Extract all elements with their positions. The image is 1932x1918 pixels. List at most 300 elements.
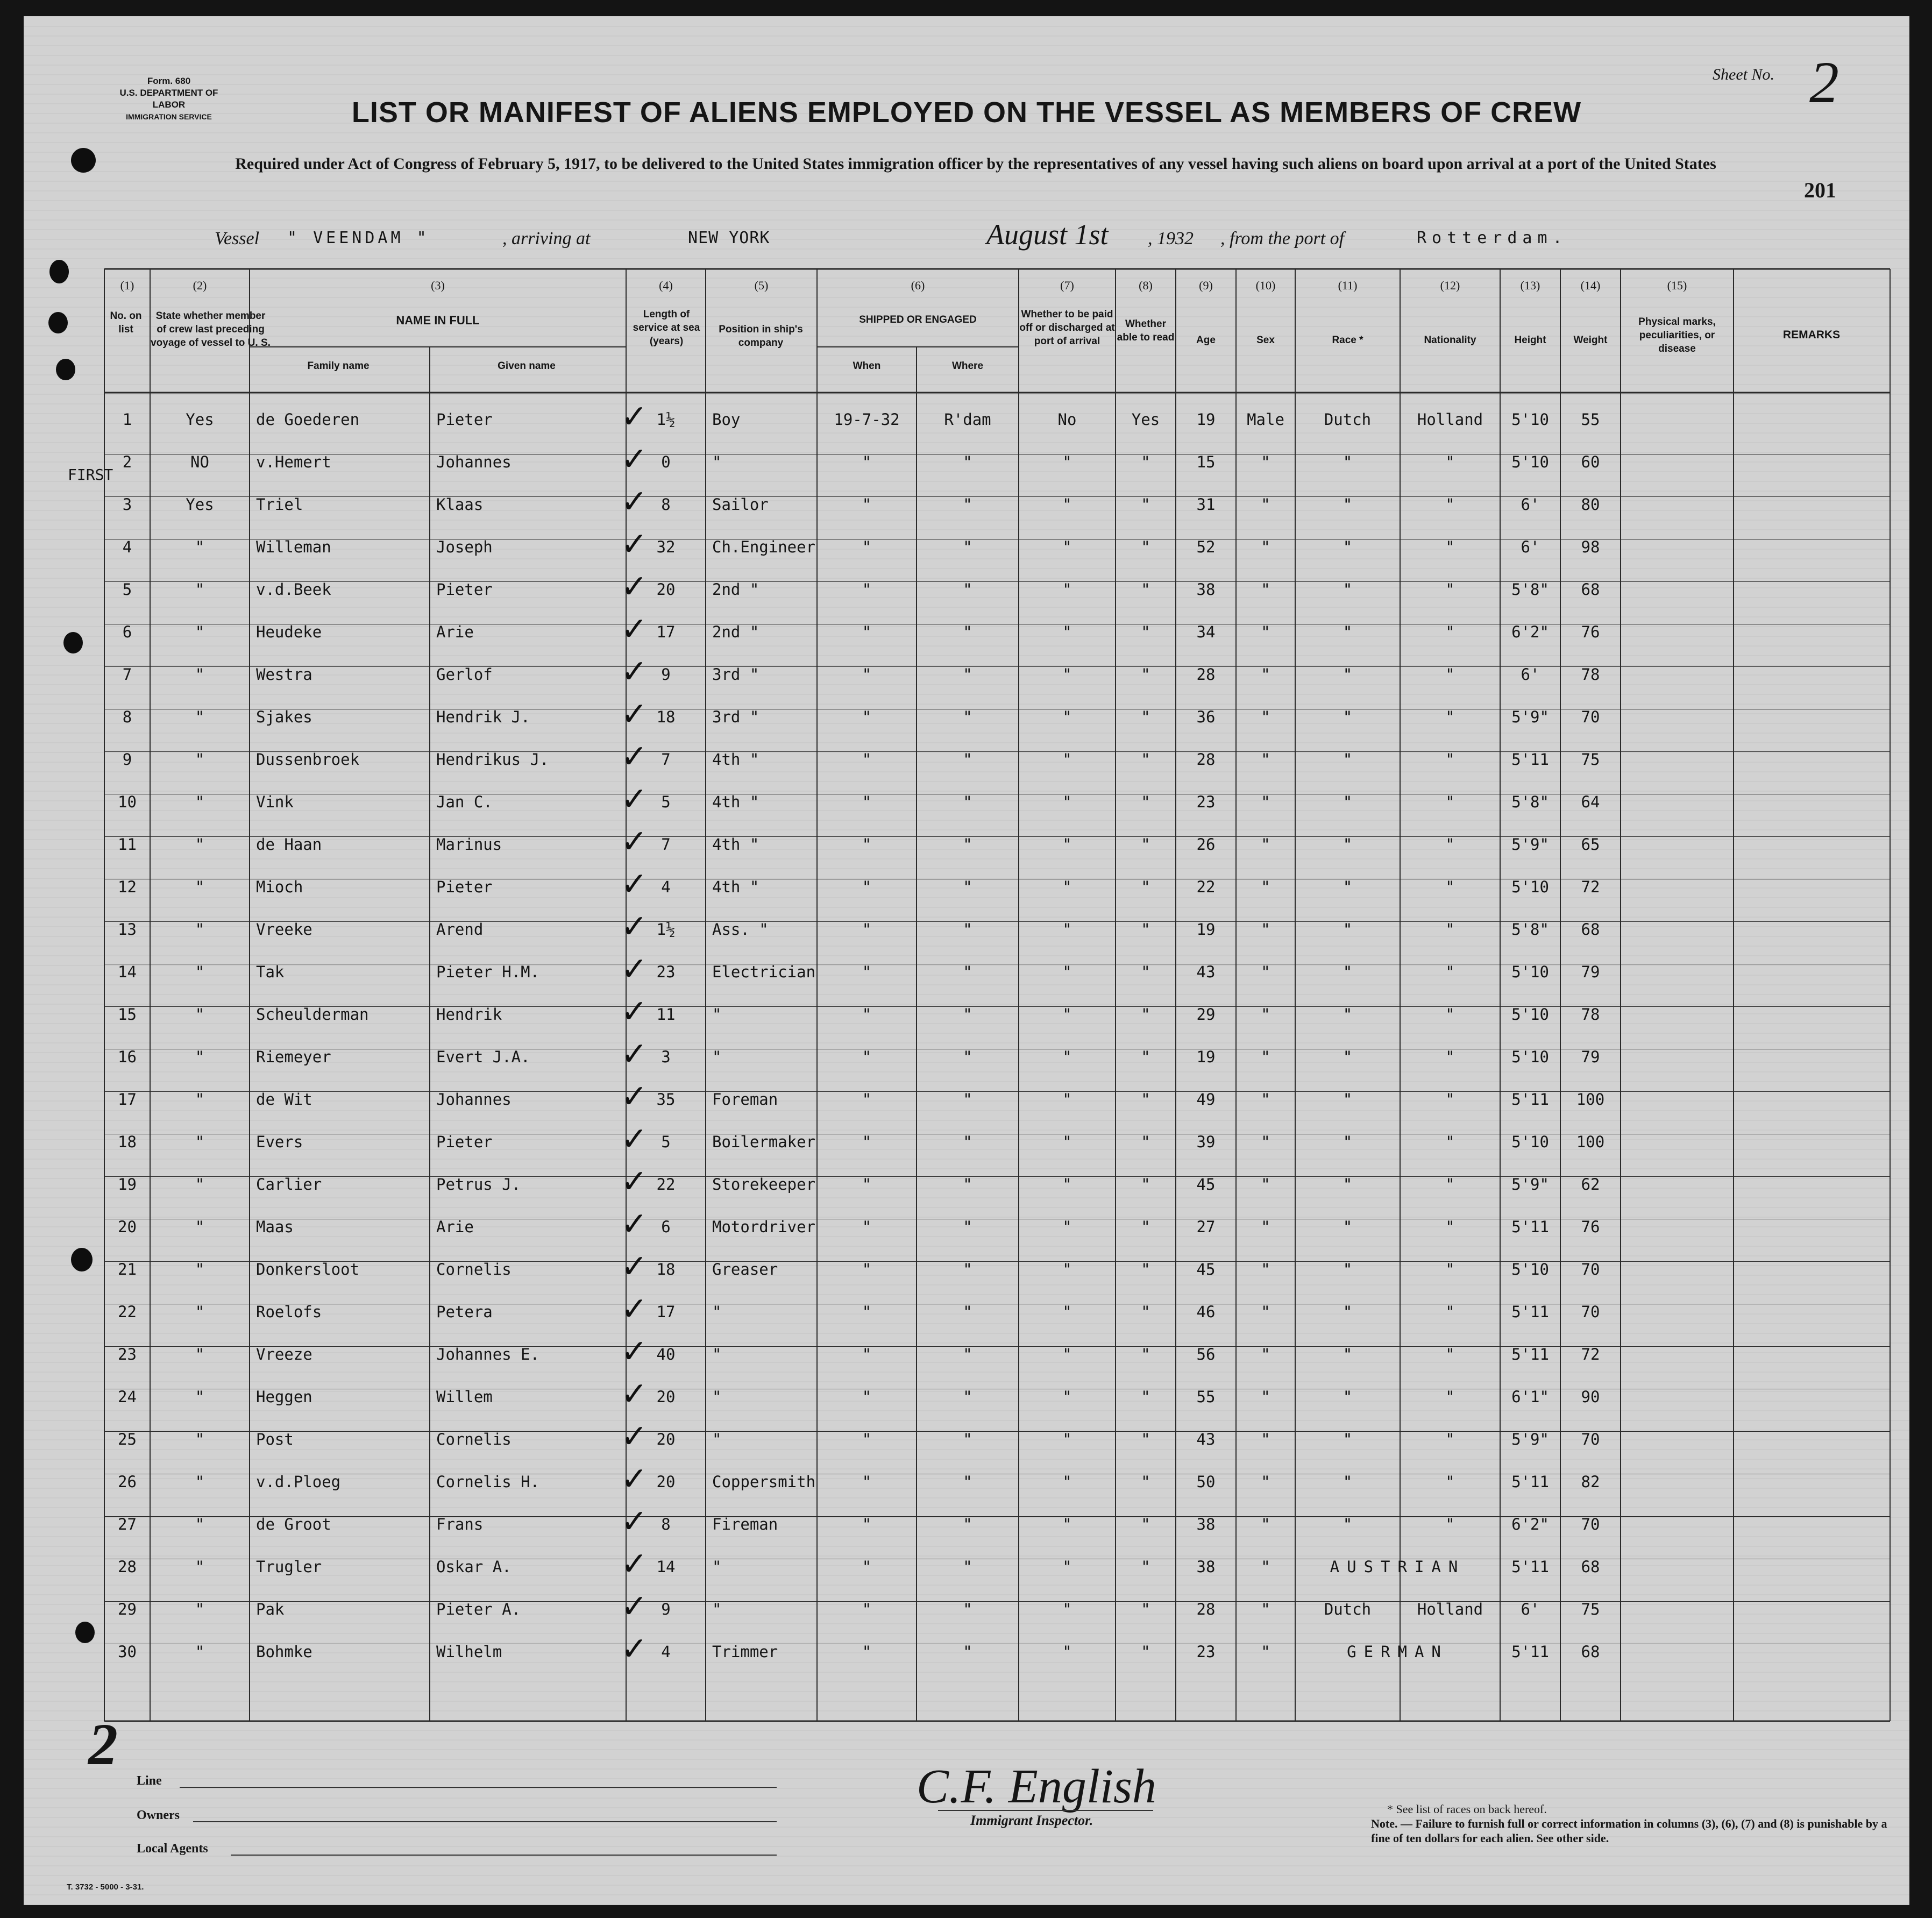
cell-position: Greaser xyxy=(712,1260,778,1278)
cell-years: 18 xyxy=(656,708,676,726)
cell-given: Pieter xyxy=(436,1133,493,1151)
cell-no: 8 xyxy=(122,708,132,726)
cell-family: Scheulderman xyxy=(256,1005,369,1024)
header-race: Race * xyxy=(1332,335,1363,346)
cell-race: " xyxy=(1343,963,1353,981)
cell-read: " xyxy=(1141,495,1150,514)
cell-nat: " xyxy=(1445,835,1455,854)
cell-when: " xyxy=(862,1090,872,1109)
cell-given: Jan C. xyxy=(436,793,493,811)
cell-paid: " xyxy=(1062,665,1072,684)
cell-nat: " xyxy=(1445,793,1455,811)
cell-paid: " xyxy=(1062,1005,1072,1024)
cell-sex: " xyxy=(1261,1048,1270,1066)
cell-given: Frans xyxy=(436,1515,484,1533)
cell-sex: " xyxy=(1261,1515,1270,1533)
cell-race: " xyxy=(1343,1430,1353,1448)
checkmark-icon: ✓ xyxy=(621,1163,648,1200)
cell-sex: " xyxy=(1261,538,1270,556)
cell-given: Pieter xyxy=(436,878,493,896)
cell-race: " xyxy=(1343,453,1353,471)
cell-given: Hendrik J. xyxy=(436,708,530,726)
line-label: Line xyxy=(137,1774,162,1788)
column-number: (10) xyxy=(1255,279,1276,292)
cell-when: " xyxy=(862,1048,872,1066)
cell-family: Bohmke xyxy=(256,1643,312,1661)
checkmark-icon: ✓ xyxy=(621,1418,648,1455)
cell-given: Klaas xyxy=(436,495,484,514)
cell-no: 3 xyxy=(122,495,132,514)
cell-sex: " xyxy=(1261,920,1270,939)
cell-nat: " xyxy=(1445,1048,1455,1066)
cell-age: 43 xyxy=(1196,963,1216,981)
cell-nat: " xyxy=(1445,538,1455,556)
cell-sex: " xyxy=(1261,835,1270,854)
cell-weight: 62 xyxy=(1581,1175,1600,1194)
cell-no: 25 xyxy=(118,1430,137,1448)
cell-no: 5 xyxy=(122,580,132,599)
cell-age: 34 xyxy=(1196,623,1216,641)
checkmark-icon: ✓ xyxy=(621,1630,648,1668)
cell-race: " xyxy=(1343,1048,1353,1066)
checkmark-icon: ✓ xyxy=(621,780,648,818)
cell-where: " xyxy=(963,538,972,556)
cell-age: 46 xyxy=(1196,1303,1216,1321)
cell-nat: " xyxy=(1445,878,1455,896)
checkmark-icon: ✓ xyxy=(621,1035,648,1073)
cell-when: " xyxy=(862,878,872,896)
checkmark-icon: ✓ xyxy=(621,1588,648,1625)
cell-age: 22 xyxy=(1196,878,1216,896)
cell-position: Boy xyxy=(712,410,741,429)
cell-prev: " xyxy=(195,1388,205,1406)
cell-sex: " xyxy=(1261,793,1270,811)
cell-race: " xyxy=(1343,878,1353,896)
cell-read: " xyxy=(1141,1345,1150,1363)
cell-prev: " xyxy=(195,793,205,811)
cell-sex: " xyxy=(1261,1133,1270,1151)
header-state-whether: State whether member of crew last preceding voyage of vessel to U. S. xyxy=(151,310,271,349)
cell-when: " xyxy=(862,1175,872,1194)
cell-years: 35 xyxy=(656,1090,676,1109)
cell-paid: " xyxy=(1062,708,1072,726)
cell-position: " xyxy=(712,1388,722,1406)
checkmark-icon: ✓ xyxy=(621,1545,648,1583)
cell-prev: NO xyxy=(190,453,209,471)
checkmark-icon: ✓ xyxy=(621,441,648,478)
cell-sex: " xyxy=(1261,1175,1270,1194)
cell-weight: 98 xyxy=(1581,538,1600,556)
cell-where: " xyxy=(963,665,972,684)
cell-position: Coppersmith xyxy=(712,1473,816,1491)
cell-read: " xyxy=(1141,835,1150,854)
cell-where: " xyxy=(963,750,972,769)
cell-paid: " xyxy=(1062,495,1072,514)
cell-weight: 78 xyxy=(1581,1005,1600,1024)
cell-given: Hendrik xyxy=(436,1005,502,1024)
cell-when: " xyxy=(862,750,872,769)
cell-position: Trimmer xyxy=(712,1643,778,1661)
cell-years: 11 xyxy=(656,1005,676,1024)
cell-where: " xyxy=(963,878,972,896)
cell-no: 2 xyxy=(122,453,132,471)
cell-race: " xyxy=(1343,1133,1353,1151)
cell-race: " xyxy=(1343,623,1353,641)
cell-years: 9 xyxy=(661,1600,671,1618)
cell-years: 5 xyxy=(661,1133,671,1151)
cell-nat: " xyxy=(1445,1515,1455,1533)
cell-no: 7 xyxy=(122,665,132,684)
cell-nat: " xyxy=(1445,920,1455,939)
cell-given: Gerlof xyxy=(436,665,493,684)
cell-sex: " xyxy=(1261,750,1270,769)
cell-prev: " xyxy=(195,878,205,896)
vessel-name: " VEENDAM " xyxy=(287,229,430,247)
cell-paid: " xyxy=(1062,1600,1072,1618)
cell-prev: " xyxy=(195,1090,205,1109)
cell-race: " xyxy=(1343,1260,1353,1278)
cell-nat: " xyxy=(1445,708,1455,726)
cell-paid: " xyxy=(1062,1345,1072,1363)
cell-family: Willeman xyxy=(256,538,331,556)
cell-years: 7 xyxy=(661,750,671,769)
cell-prev: " xyxy=(195,750,205,769)
cell-no: 4 xyxy=(122,538,132,556)
cell-nat: " xyxy=(1445,623,1455,641)
cell-read: " xyxy=(1141,1388,1150,1406)
cell-sex: " xyxy=(1261,963,1270,981)
checkmark-icon: ✓ xyxy=(621,525,648,563)
cell-given: Joseph xyxy=(436,538,493,556)
cell-family: Post xyxy=(256,1430,294,1448)
cell-years: 20 xyxy=(656,1430,676,1448)
cell-position: Motordriver xyxy=(712,1218,816,1236)
cell-paid: " xyxy=(1062,580,1072,599)
cell-weight: 79 xyxy=(1581,963,1600,981)
cell-family: de Haan xyxy=(256,835,322,854)
cell-where: " xyxy=(963,1643,972,1661)
cell-nat: " xyxy=(1445,1005,1455,1024)
cell-sex: " xyxy=(1261,1345,1270,1363)
cell-paid: " xyxy=(1062,623,1072,641)
cell-sex: " xyxy=(1261,1600,1270,1618)
cell-where: " xyxy=(963,1175,972,1194)
cell-age: 50 xyxy=(1196,1473,1216,1491)
cell-height: 5'8" xyxy=(1511,580,1549,599)
cell-prev: " xyxy=(195,1303,205,1321)
local-agents-label: Local Agents xyxy=(137,1842,208,1856)
checkmark-icon: ✓ xyxy=(621,1248,648,1285)
cell-position: " xyxy=(712,1005,722,1024)
cell-height: 6'2" xyxy=(1511,623,1549,641)
cell-race: AUSTRIAN xyxy=(1330,1558,1466,1576)
cell-position: " xyxy=(712,1303,722,1321)
cell-age: 23 xyxy=(1196,793,1216,811)
cell-sex: " xyxy=(1261,1090,1270,1109)
cell-age: 36 xyxy=(1196,708,1216,726)
cell-no: 11 xyxy=(118,835,137,854)
cell-family: Vreeze xyxy=(256,1345,312,1363)
margin-mark: 2 xyxy=(88,1711,118,1777)
cell-where: " xyxy=(963,1600,972,1618)
cell-race: " xyxy=(1343,495,1353,514)
penalty-note: Note. — Failure to furnish full or correct information in columns (3), (6), (7) and (8) is punishable by a fine of ten dollars for each alien. See other side. xyxy=(1371,1817,1887,1845)
cell-where: " xyxy=(963,963,972,981)
cell-where: " xyxy=(963,1473,972,1491)
cell-where: " xyxy=(963,1260,972,1278)
cell-given: Hendrikus J. xyxy=(436,750,549,769)
cell-given: Petera xyxy=(436,1303,493,1321)
header-height: Height xyxy=(1514,335,1546,346)
column-number: (5) xyxy=(754,279,769,292)
cell-weight: 70 xyxy=(1581,1515,1600,1533)
cell-nat: " xyxy=(1445,963,1455,981)
cell-weight: 70 xyxy=(1581,1303,1600,1321)
cell-family: Triel xyxy=(256,495,303,514)
cell-weight: 78 xyxy=(1581,665,1600,684)
cell-when: " xyxy=(862,1473,872,1491)
cell-sex: " xyxy=(1261,1218,1270,1236)
header-sex: Sex xyxy=(1256,335,1275,346)
cell-position: 2nd " xyxy=(712,580,759,599)
cell-given: Pieter H.M. xyxy=(436,963,540,981)
print-reference: T. 3732 - 5000 - 3-31. xyxy=(67,1883,144,1892)
cell-no: 10 xyxy=(118,793,137,811)
cell-when: " xyxy=(862,538,872,556)
checkmark-icon: ✓ xyxy=(621,1290,648,1328)
cell-no: 18 xyxy=(118,1133,137,1151)
cell-given: Cornelis H. xyxy=(436,1473,540,1491)
cell-when: " xyxy=(862,580,872,599)
cell-race: " xyxy=(1343,1388,1353,1406)
arrival-date: August 1st xyxy=(986,218,1109,251)
cell-paid: " xyxy=(1062,878,1072,896)
cell-nat: " xyxy=(1445,495,1455,514)
cell-read: " xyxy=(1141,1260,1150,1278)
header-when: When xyxy=(853,360,881,372)
column-number: (7) xyxy=(1060,279,1074,292)
cell-weight: 72 xyxy=(1581,1345,1600,1363)
cell-family: Westra xyxy=(256,665,312,684)
cell-family: Donkersloot xyxy=(256,1260,360,1278)
cell-read: " xyxy=(1141,1218,1150,1236)
cell-when: " xyxy=(862,708,872,726)
column-number: (11) xyxy=(1338,279,1358,292)
stamp-number: 201 xyxy=(1804,178,1836,202)
cell-read: " xyxy=(1141,1600,1150,1618)
cell-years: 14 xyxy=(656,1558,676,1576)
cell-no: 12 xyxy=(118,878,137,896)
manifest-sheet xyxy=(24,16,1909,1905)
cell-no: 16 xyxy=(118,1048,137,1066)
cell-age: 39 xyxy=(1196,1133,1216,1151)
cell-height: 6'2" xyxy=(1511,1515,1549,1533)
cell-position: Boilermaker xyxy=(712,1133,816,1151)
cell-age: 45 xyxy=(1196,1260,1216,1278)
cell-read: " xyxy=(1141,878,1150,896)
column-number: (12) xyxy=(1440,279,1460,292)
arriving-label: , arriving at xyxy=(502,229,591,248)
cell-race: " xyxy=(1343,538,1353,556)
cell-weight: 68 xyxy=(1581,1643,1600,1661)
cell-no: 9 xyxy=(122,750,132,769)
cell-family: Heggen xyxy=(256,1388,312,1406)
cell-where: " xyxy=(963,1005,972,1024)
cell-paid: " xyxy=(1062,1048,1072,1066)
cell-when: " xyxy=(862,1005,872,1024)
cell-race: Dutch xyxy=(1324,1600,1372,1618)
cell-sex: " xyxy=(1261,1303,1270,1321)
cell-nat: " xyxy=(1445,1345,1455,1363)
cell-read: Yes xyxy=(1131,410,1160,429)
cell-no: 23 xyxy=(118,1345,137,1363)
cell-age: 15 xyxy=(1196,453,1216,471)
cell-age: 52 xyxy=(1196,538,1216,556)
cell-read: " xyxy=(1141,1558,1150,1576)
header-weight: Weight xyxy=(1573,335,1608,346)
cell-height: 5'11 xyxy=(1511,1345,1549,1363)
cell-years: 22 xyxy=(656,1175,676,1194)
checkmark-icon: ✓ xyxy=(621,738,648,776)
cell-sex: " xyxy=(1261,708,1270,726)
cell-paid: No xyxy=(1057,410,1077,429)
cell-weight: 80 xyxy=(1581,495,1600,514)
cell-sex: " xyxy=(1261,665,1270,684)
table-grid xyxy=(24,16,1909,1905)
cell-prev: " xyxy=(195,1643,205,1661)
cell-prev: " xyxy=(195,1345,205,1363)
cell-position: 4th " xyxy=(712,878,759,896)
cell-weight: 70 xyxy=(1581,1260,1600,1278)
cell-read: " xyxy=(1141,1303,1150,1321)
cell-years: 40 xyxy=(656,1345,676,1363)
header-name-in-full: NAME IN FULL xyxy=(396,314,480,327)
cell-race: " xyxy=(1343,1345,1353,1363)
cell-weight: 72 xyxy=(1581,878,1600,896)
cell-prev: " xyxy=(195,1175,205,1194)
manifest-subtitle: Required under Act of Congress of February 5, 1917, to be delivered to the United States immigration officer by the representatives of any vessel having such aliens on board upon arrival at a port of the United States xyxy=(235,155,1716,173)
cell-weight: 100 xyxy=(1576,1133,1605,1151)
cell-height: 5'11 xyxy=(1511,750,1549,769)
cell-age: 29 xyxy=(1196,1005,1216,1024)
cell-race: " xyxy=(1343,1218,1353,1236)
cell-read: " xyxy=(1141,1048,1150,1066)
cell-given: Johannes xyxy=(436,1090,512,1109)
cell-given: Petrus J. xyxy=(436,1175,521,1194)
cell-race: " xyxy=(1343,580,1353,599)
cell-read: " xyxy=(1141,1175,1150,1194)
cell-when: " xyxy=(862,793,872,811)
cell-height: 5'11 xyxy=(1511,1643,1549,1661)
cell-years: 8 xyxy=(661,495,671,514)
cell-race: " xyxy=(1343,835,1353,854)
cell-when: " xyxy=(862,1218,872,1236)
cell-where: " xyxy=(963,1303,972,1321)
cell-position: Ch.Engineer xyxy=(712,538,816,556)
cell-race: " xyxy=(1343,1473,1353,1491)
cell-no: 30 xyxy=(118,1643,137,1661)
cell-read: " xyxy=(1141,580,1150,599)
cell-nat: " xyxy=(1445,1473,1455,1491)
cell-weight: 55 xyxy=(1581,410,1600,429)
cell-when: " xyxy=(862,1643,872,1661)
cell-read: " xyxy=(1141,920,1150,939)
manifest-title: LIST OR MANIFEST OF ALIENS EMPLOYED ON THE VESSEL AS MEMBERS OF CREW xyxy=(351,96,1582,129)
cell-years: 5 xyxy=(661,793,671,811)
cell-paid: " xyxy=(1062,1090,1072,1109)
cell-weight: 100 xyxy=(1576,1090,1605,1109)
checkmark-icon: ✓ xyxy=(621,610,648,648)
arriving-port: NEW YORK xyxy=(688,229,770,247)
cell-position: Storekeeper xyxy=(712,1175,816,1194)
header-given-name: Given name xyxy=(498,360,556,372)
cell-age: 38 xyxy=(1196,1515,1216,1533)
cell-height: 5'10 xyxy=(1511,1048,1549,1066)
cell-family: Vreeke xyxy=(256,920,312,939)
cell-sex: " xyxy=(1261,495,1270,514)
vessel-label: Vessel xyxy=(215,229,260,248)
cell-read: " xyxy=(1141,538,1150,556)
cell-nat: " xyxy=(1445,750,1455,769)
cell-when: 19-7-32 xyxy=(834,410,900,429)
cell-no: 22 xyxy=(118,1303,137,1321)
cell-age: 28 xyxy=(1196,665,1216,684)
cell-read: " xyxy=(1141,1133,1150,1151)
cell-age: 43 xyxy=(1196,1430,1216,1448)
cell-age: 38 xyxy=(1196,1558,1216,1576)
cell-position: Sailor xyxy=(712,495,769,514)
checkmark-icon: ✓ xyxy=(621,908,648,946)
cell-height: 5'11 xyxy=(1511,1090,1549,1109)
cell-no: 29 xyxy=(118,1600,137,1618)
cell-where: " xyxy=(963,1218,972,1236)
cell-position: " xyxy=(712,1600,722,1618)
form-number: Form. 680 xyxy=(147,76,191,86)
column-number: (9) xyxy=(1199,279,1213,292)
footnotes xyxy=(1371,1802,1887,1845)
cell-paid: " xyxy=(1062,1218,1072,1236)
cell-read: " xyxy=(1141,1473,1150,1491)
cell-no: 27 xyxy=(118,1515,137,1533)
cell-race: " xyxy=(1343,750,1353,769)
cell-weight: 75 xyxy=(1581,750,1600,769)
cell-given: Arie xyxy=(436,1218,474,1236)
cell-no: 20 xyxy=(118,1218,137,1236)
cell-read: " xyxy=(1141,623,1150,641)
cell-family: Evers xyxy=(256,1133,303,1151)
cell-prev: " xyxy=(195,1515,205,1533)
cell-family: Heudeke xyxy=(256,623,322,641)
cell-when: " xyxy=(862,1303,872,1321)
column-number: (6) xyxy=(911,279,925,292)
checkmark-icon: ✓ xyxy=(621,865,648,903)
cell-family: Pak xyxy=(256,1600,285,1618)
cell-race: " xyxy=(1343,665,1353,684)
cell-family: Sjakes xyxy=(256,708,312,726)
cell-family: v.Hemert xyxy=(256,453,331,471)
cell-weight: 68 xyxy=(1581,920,1600,939)
cell-read: " xyxy=(1141,1430,1150,1448)
cell-years: 17 xyxy=(656,623,676,641)
inspector-label: Immigrant Inspector. xyxy=(970,1813,1093,1828)
cell-given: Oskar A. xyxy=(436,1558,512,1576)
cell-height: 5'10 xyxy=(1511,410,1549,429)
cell-position: " xyxy=(712,453,722,471)
cell-age: 45 xyxy=(1196,1175,1216,1194)
cell-years: 18 xyxy=(656,1260,676,1278)
cell-where: R'dam xyxy=(944,410,991,429)
cell-sex: " xyxy=(1261,1558,1270,1576)
